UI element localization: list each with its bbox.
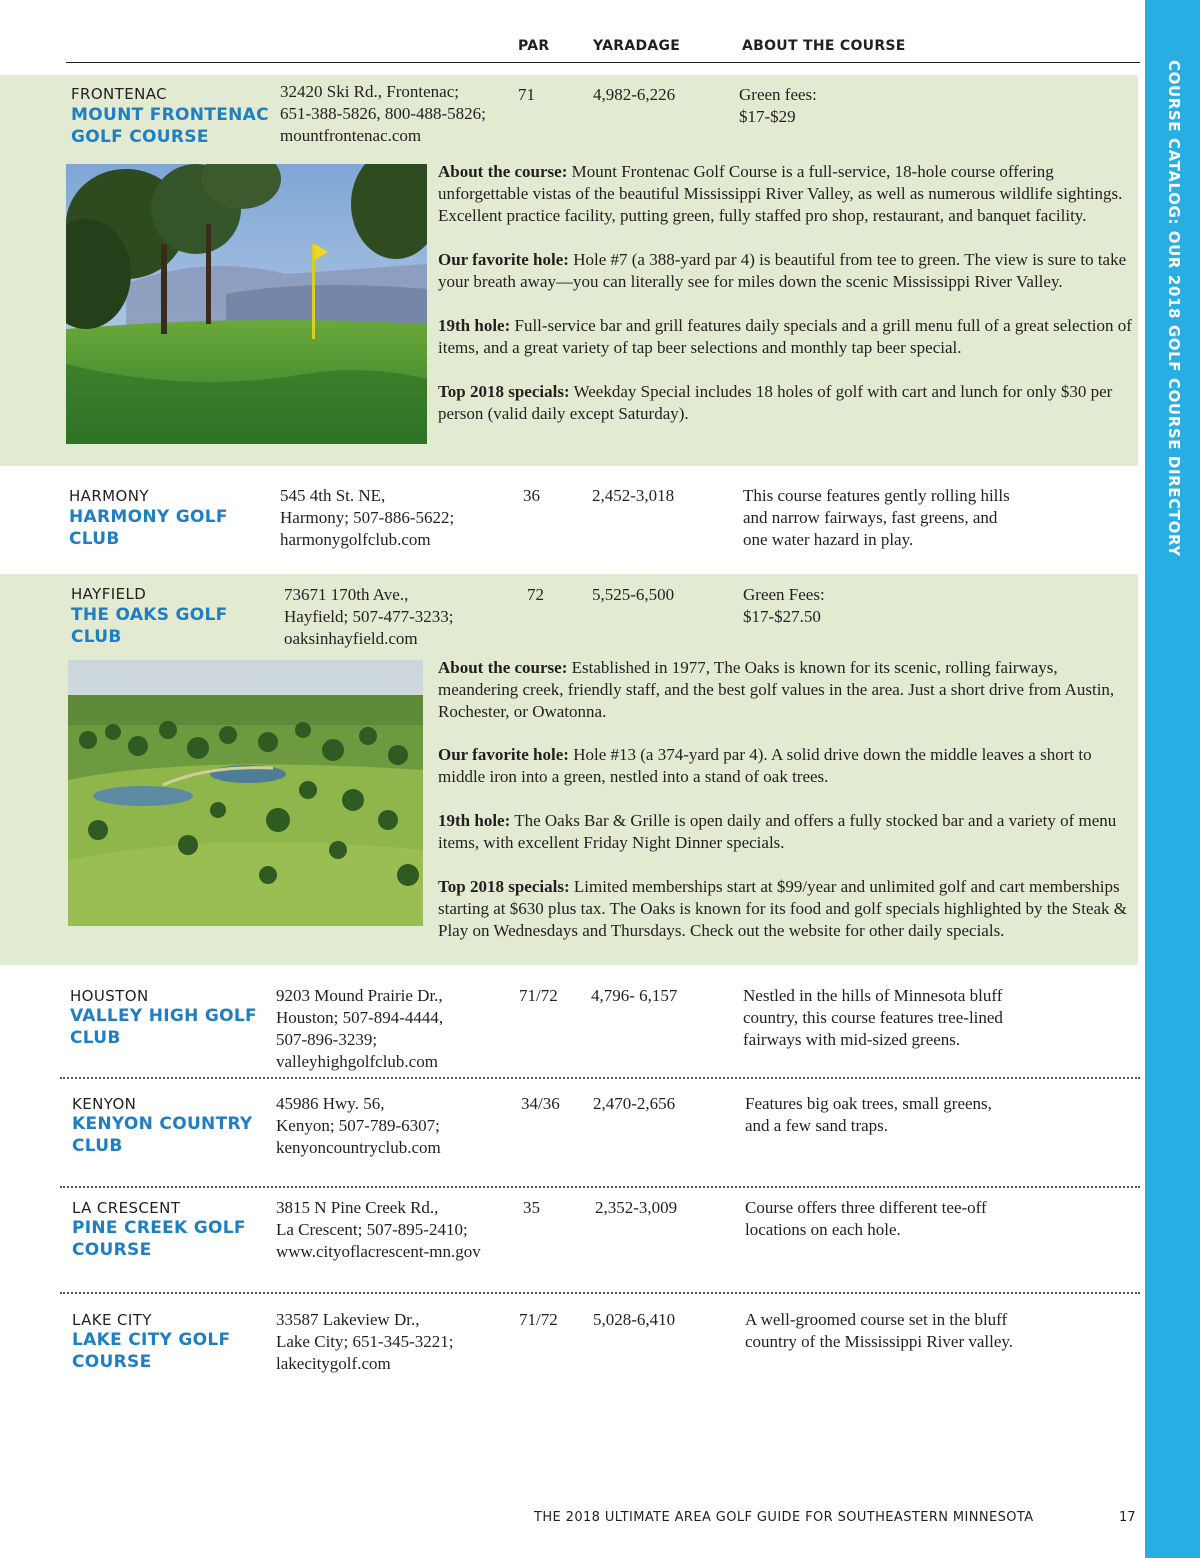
- course-name-line1: VALLEY HIGH GOLF: [70, 1006, 257, 1026]
- course-name-line2: CLUB: [69, 529, 120, 549]
- course-par: 71/72: [519, 1310, 558, 1329]
- course-name-line1: LAKE CITY GOLF: [72, 1330, 231, 1350]
- course-about-line2: and a few sand traps.: [745, 1116, 889, 1135]
- course-city: KENYON: [72, 1095, 137, 1113]
- course-address-line2: Harmony; 507-886-5622;: [280, 508, 455, 527]
- course-address-line2: Houston; 507-894-4444,: [276, 1008, 444, 1027]
- course-name-line2: CLUB: [71, 627, 122, 647]
- course-address-line2: Hayfield; 507-477-3233;: [284, 607, 454, 626]
- row-divider: [60, 1292, 1140, 1294]
- course-detail-specials: Top 2018 specials: Limited memberships start at $99/year and unlimited golf and cart memberships starting at $630 plus tax. The Oaks is known for its food and golf specials highlighted by the Steak & Play on Wednesdays and Thursdays. Check out the website for other daily specials.: [438, 877, 1128, 940]
- course-detail-about: About the course: Established in 1977, The Oaks is known for its scenic, rolling fairways, meandering creek, friendly staff, and the best golf values in the area. Just a short drive from Austin, Rochester, or Owatonna.: [438, 658, 1115, 721]
- course-name-line2: CLUB: [72, 1136, 123, 1156]
- row-divider: [60, 1077, 1140, 1079]
- course-about-line1: A well-groomed course set in the bluff: [745, 1310, 1008, 1329]
- course-about-line2: country of the Mississippi River valley.: [745, 1332, 1014, 1351]
- course-photo-the-oaks: [68, 660, 423, 926]
- course-website: harmonygolfclub.com: [280, 530, 431, 549]
- course-name-line1: HARMONY GOLF: [69, 507, 228, 527]
- course-yardage: 2,352-3,009: [595, 1198, 678, 1217]
- course-about-line3: one water hazard in play.: [743, 530, 914, 549]
- course-name-line2: CLUB: [70, 1028, 121, 1048]
- course-about-line1: Nestled in the hills of Minnesota bluff: [743, 986, 1003, 1005]
- course-address-line1: 32420 Ski Rd., Frontenac;: [280, 82, 459, 101]
- footer-title: THE 2018 ULTIMATE AREA GOLF GUIDE FOR SOUTHEASTERN MINNESOTA: [534, 1510, 1034, 1525]
- header-rule: [66, 62, 1140, 63]
- course-par: 72: [527, 585, 544, 604]
- course-address-line2: 651-388-5826, 800-488-5826;: [280, 104, 486, 123]
- course-about-line1: This course features gently rolling hills: [743, 486, 1010, 505]
- course-detail-favorite-hole: Our favorite hole: Hole #13 (a 374-yard par 4). A solid drive down the middle leaves a short to middle iron into a green, nestled into a stand of oak trees.: [438, 745, 1092, 786]
- course-city: HARMONY: [69, 487, 149, 505]
- course-name-line2: GOLF COURSE: [71, 127, 209, 147]
- course-name-line1: KENYON COUNTRY: [72, 1114, 253, 1134]
- course-city: HOUSTON: [70, 987, 149, 1005]
- course-about-line1: Features big oak trees, small greens,: [745, 1094, 992, 1113]
- course-detail-about: About the course: Mount Frontenac Golf Course is a full-service, 18-hole course offering unforgettable vistas of the beautiful Mississippi River Valley, as well as numerous wildlife sightings. Excellent practice facility, putting green, fully staffed pro shop, restaurant, and banquet facility.: [438, 162, 1123, 225]
- course-address-line2: La Crescent; 507-895-2410;: [276, 1220, 468, 1239]
- course-par: 71/72: [519, 986, 558, 1005]
- course-detail-19th-hole: 19th hole: The Oaks Bar & Grille is open daily and offers a fully stocked bar and a variety of menu items, with excellent Friday Night Dinner specials.: [438, 811, 1117, 852]
- course-about-line1: Green fees:: [739, 85, 817, 104]
- course-about-line1: Green Fees:: [743, 585, 825, 604]
- course-par: 35: [523, 1198, 540, 1217]
- course-detail-19th-hole: 19th hole: Full-service bar and grill features daily specials and a grill menu full of a great selection of items, and a great variety of tap beer selections and monthly tap beer special.: [438, 316, 1132, 357]
- course-city: FRONTENAC: [71, 85, 168, 103]
- course-name-line1: MOUNT FRONTENAC: [71, 105, 269, 125]
- course-website: valleyhighgolfclub.com: [276, 1052, 438, 1071]
- header-yardage: YARADAGE: [593, 38, 681, 54]
- course-par: 34/36: [521, 1094, 560, 1113]
- course-city: LA CRESCENT: [72, 1199, 181, 1217]
- course-address-line1: 3815 N Pine Creek Rd.,: [276, 1198, 439, 1217]
- course-yardage: 2,452-3,018: [592, 486, 675, 505]
- course-yardage: 5,028-6,410: [593, 1310, 676, 1329]
- course-detail-favorite-hole: Our favorite hole: Hole #7 (a 388-yard par 4) is beautiful from tee to green. The view is sure to take your breath away—you can literally see for miles down the scenic Mississippi River Valley.: [438, 250, 1127, 291]
- course-detail-specials: Top 2018 specials: Weekday Special includes 18 holes of golf with cart and lunch for only $30 per person (valid daily except Saturday).: [438, 382, 1113, 423]
- course-yardage: 2,470-2,656: [593, 1094, 676, 1113]
- course-about-line2: and narrow fairways, fast greens, and: [743, 508, 998, 527]
- course-about-line2: country, this course features tree-lined: [743, 1008, 1003, 1027]
- course-city: HAYFIELD: [71, 585, 147, 603]
- course-address-line1: 73671 170th Ave.,: [284, 585, 409, 604]
- course-address-line1: 45986 Hwy. 56,: [276, 1094, 385, 1113]
- course-address-line3: 507-896-3239;: [276, 1030, 378, 1049]
- row-divider: [60, 1186, 1140, 1188]
- course-yardage: 4,796- 6,157: [591, 986, 678, 1005]
- course-par: 71: [518, 85, 535, 104]
- course-website: mountfrontenac.com: [280, 126, 422, 145]
- header-par: PAR: [518, 38, 550, 54]
- course-website: kenyoncountryclub.com: [276, 1138, 441, 1157]
- course-name-line1: THE OAKS GOLF: [71, 605, 228, 625]
- course-about-line1: Course offers three different tee-off: [745, 1198, 987, 1217]
- page-number: 17: [1119, 1510, 1136, 1525]
- course-address-line1: 9203 Mound Prairie Dr.,: [276, 986, 443, 1005]
- course-name-line1: PINE CREEK GOLF: [72, 1218, 246, 1238]
- course-name-line2: COURSE: [72, 1240, 152, 1260]
- course-yardage: 4,982-6,226: [593, 85, 676, 104]
- course-about-line2: $17-$27.50: [743, 607, 821, 626]
- course-name-line2: COURSE: [72, 1352, 152, 1372]
- course-address-line1: 545 4th St. NE,: [280, 486, 386, 505]
- course-city: LAKE CITY: [72, 1311, 152, 1329]
- course-website: lakecitygolf.com: [276, 1354, 391, 1373]
- course-address-line2: Kenyon; 507-789-6307;: [276, 1116, 440, 1135]
- course-about-line3: fairways with mid-sized greens.: [743, 1030, 961, 1049]
- side-tab-label: COURSE CATALOG: OUR 2018 GOLF COURSE DIRECTORY: [1165, 60, 1183, 557]
- header-about: ABOUT THE COURSE: [742, 38, 906, 54]
- course-address-line2: Lake City; 651-345-3221;: [276, 1332, 454, 1351]
- course-par: 36: [523, 486, 540, 505]
- course-yardage: 5,525-6,500: [592, 585, 675, 604]
- course-about-line2: locations on each hole.: [745, 1220, 901, 1239]
- course-address-line1: 33587 Lakeview Dr.,: [276, 1310, 420, 1329]
- course-about-line2: $17-$29: [739, 107, 796, 126]
- course-website: www.cityoflacrescent-mn.gov: [276, 1242, 481, 1261]
- course-photo-mount-frontenac: [66, 164, 427, 444]
- course-website: oaksinhayfield.com: [284, 629, 418, 648]
